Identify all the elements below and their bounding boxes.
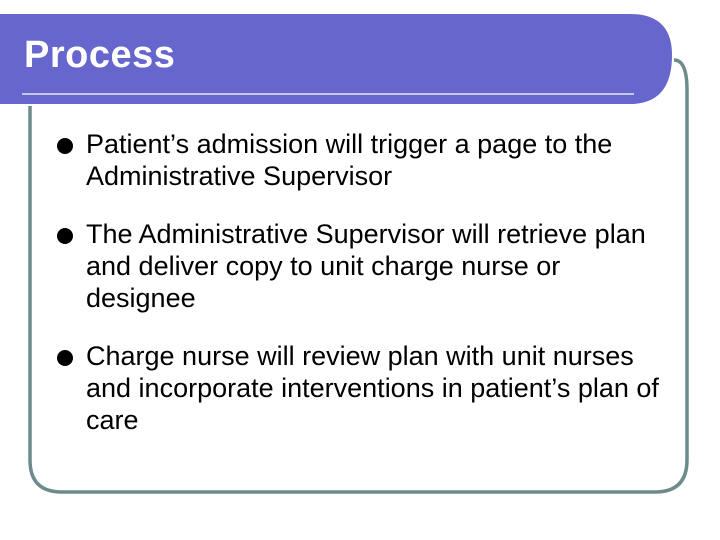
slide-title: Process xyxy=(24,34,176,76)
bullet-dot-icon xyxy=(57,138,73,154)
bullet-item xyxy=(56,128,668,192)
bullet-list xyxy=(56,128,668,462)
bullet-item xyxy=(56,218,668,314)
bullet-item xyxy=(56,340,668,436)
bullet-text: Patient’s admission will trigger a page to the Administrative Supervisor xyxy=(86,129,613,191)
bullet-text: The Administrative Supervisor will retrieve plan and deliver copy to unit charge nurse or designee xyxy=(86,219,646,313)
bullet-dot-icon xyxy=(57,228,73,244)
bullet-text: Charge nurse will review plan with unit nurses and incorporate interventions in patient’s plan of care xyxy=(86,341,659,435)
bullet-dot-icon xyxy=(57,350,73,366)
